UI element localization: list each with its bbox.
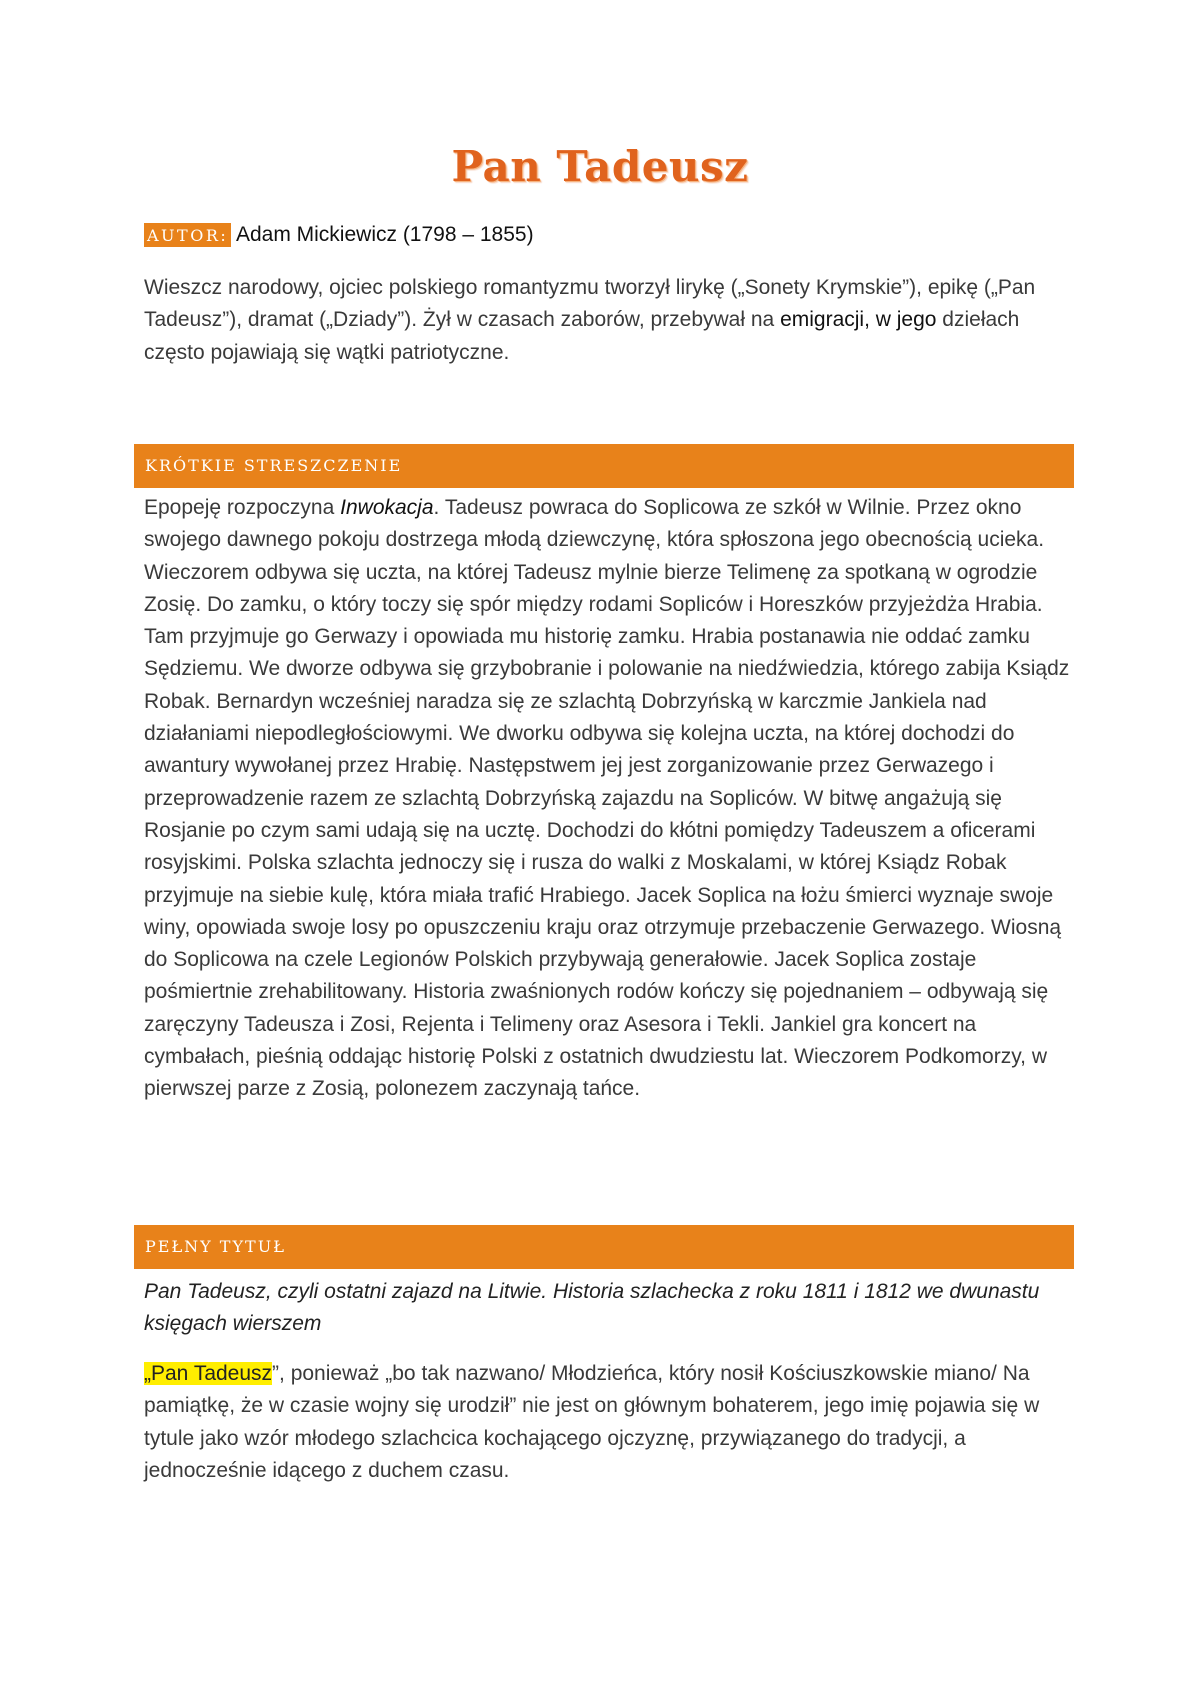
title-highlight: „Pan Tadeusz bbox=[144, 1362, 273, 1385]
author-bio bbox=[144, 272, 1084, 369]
summary-heading-bar bbox=[134, 444, 1074, 488]
bio-text-1: Wieszcz narodowy, ojciec polskiego romantyzmu tworzył lirykę („Sonety Krymskie”), epikę („Pan Tadeusz”), dramat („Dziady”). Żył w czasach zaborów, przebywał na bbox=[144, 276, 1036, 332]
author-value: Adam Mickiewicz (1798 – 1855) bbox=[235, 223, 534, 246]
summary-heading: KRÓTKIE STRESZCZENIE bbox=[145, 456, 403, 475]
author-line bbox=[144, 223, 534, 247]
summary-paragraph bbox=[144, 492, 1084, 1106]
full-title-heading: PEŁNY TYTUŁ bbox=[145, 1237, 286, 1256]
bio-bold: emigracji, w jego bbox=[780, 308, 937, 332]
page-title: Pan Tadeusz bbox=[451, 142, 749, 191]
author-label: AUTOR: bbox=[144, 223, 231, 247]
explanation-text: ”, ponieważ „bo tak nazwano/ Młodzieńca, który nosił Kościuszkowskie miano/ Na pamiątkę, że w czasie wojny się urodził” nie jest on głównym bohaterem, jego imię pojawia się w tytule jako wzór młodego szlachcica kochającego ojczyznę, przywiązanego do tradycji, a jednocześnie idącego z duchem czasu. bbox=[144, 1362, 1040, 1482]
full-title-heading-bar bbox=[134, 1225, 1074, 1269]
summary-invocation: Inwokacja bbox=[340, 496, 434, 519]
full-title-text: Pan Tadeusz, czyli ostatni zajazd na Litwie. Historia szlachecka z roku 1811 i 1812 we dwunastu księgach wierszem bbox=[144, 1280, 1040, 1336]
summary-text: . Tadeusz powraca do Soplicowa ze szkół w Wilnie. Przez okno swojego dawnego pokoju dostrzega młodą dziewczynę, która spłoszona jego obecnością ucieka. Wieczorem odbywa się uczta, na której Tadeusz mylnie bierze Telimenę za spotkaną w ogrodzie Zosię. Do zamku, o który toczy się spór między rodami Sopliców i Horeszków przyjeżdża Hrabia. Tam przyjmuje go Gerwazy i opowiada mu historię zamku. Hrabia postanawia nie oddać zamku Sędziemu. We dworze odbywa się grzybobranie i polowanie na niedźwiedzia, którego zabija Ksiądz Robak. Bernardyn wcześniej naradza się ze szlachtą Dobrzyńską w karczmie Jankiela nad działaniami niepodległościowymi. We dworku odbywa się kolejna uczta, na której dochodzi do awantury wywołanej przez Hrabię. Następstwem jej jest zorganizowanie przez Gerwazego i przeprowadzenie razem ze szlachtą Dobrzyńską zajazdu na Sopliców. W bitwę angażują się Rosjanie po czym sami udają się na ucztę. Dochodzi do kłótni pomiędzy Tadeuszem a oficerami rosyjskimi. Polska szlachta jednoczy się i rusza do walki z Moskalami, w której Ksiądz Robak przyjmuje na siebie kulę, która miała trafić Hrabiego. Jacek Soplica na łożu śmierci wyznaje swoje winy, opowiada swoje losy po opuszczeniu kraju oraz otrzymuje przebaczenie Gerwazego. Wiosną do Soplicowa na czele Legionów Polskich przybywają generałowie. Jacek Soplica zostaje pośmiertnie zrehabilitowany. Historia zwaśnionych rodów kończy się pojednaniem – odbywają się zaręczyny Tadeusza i Zosi, Rejenta i Telimeny oraz Asesora i Tekli. Jankiel gra koncert na cymbałach, pieśnią oddając historię Polski z ostatnich dwudziestu lat. Wieczorem Podkomorzy, w pierwszej parze z Zosią, polonezem zaczynają tańce. bbox=[144, 496, 1070, 1101]
summary-intro: Epopeję rozpoczyna bbox=[144, 496, 341, 519]
title-explanation bbox=[144, 1358, 1084, 1487]
bio-text-2: dziełach często pojawiają się wątki patriotyczne. bbox=[144, 308, 1020, 364]
